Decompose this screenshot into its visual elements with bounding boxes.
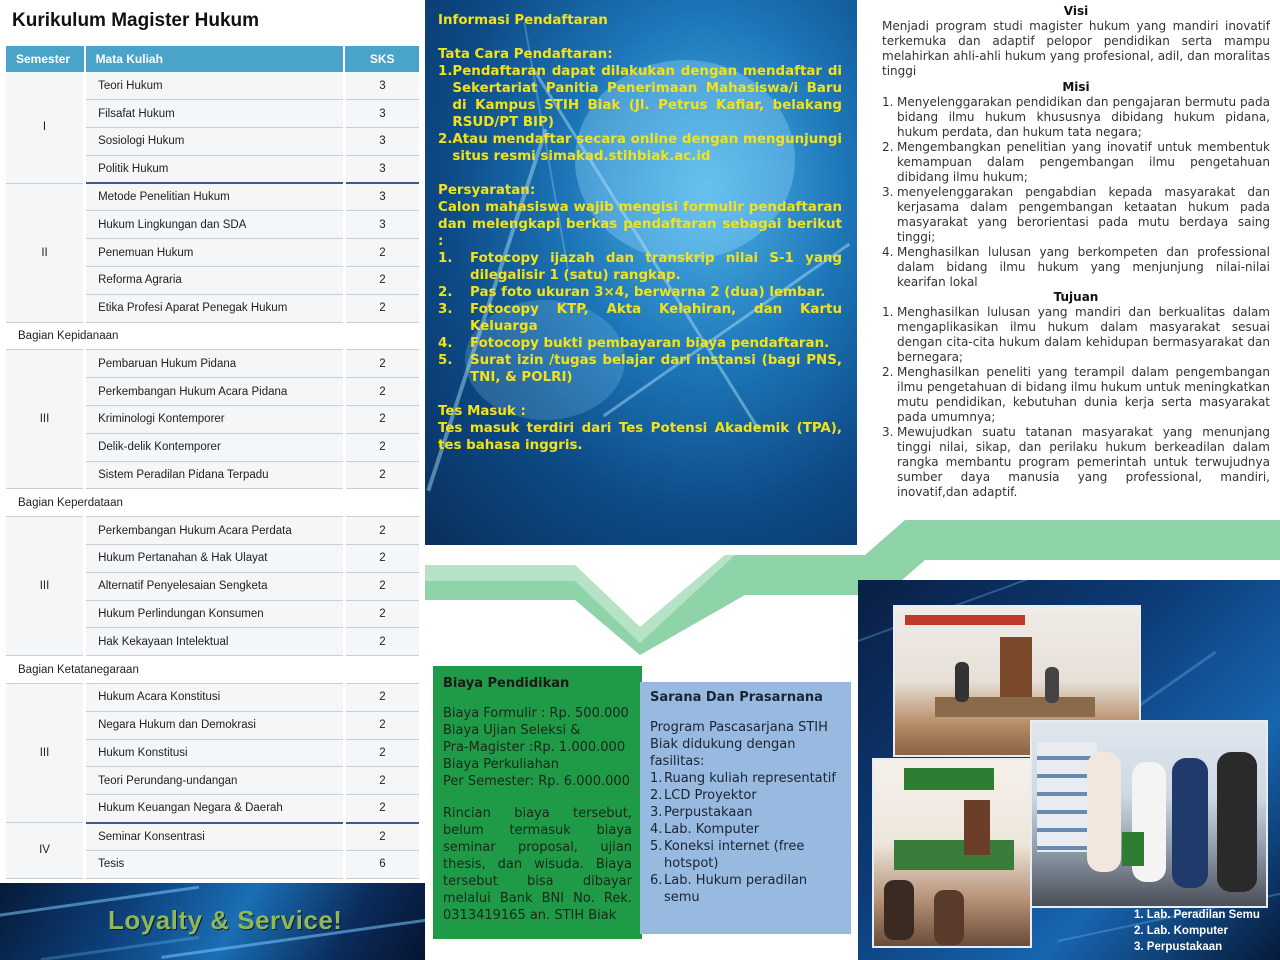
tes-title: Tes Masuk : bbox=[438, 404, 526, 419]
course-cell: Hak Kekayaan Intelektual bbox=[85, 628, 345, 656]
sks-cell: 2 bbox=[344, 406, 419, 434]
sarana-intro: Program Pascasarjana STIH Biak didukung dengan fasilitas: bbox=[650, 720, 828, 769]
sks-cell: 2 bbox=[344, 239, 419, 267]
info-title: Informasi Pendaftaran bbox=[438, 13, 608, 28]
list-number: 1. bbox=[882, 95, 894, 109]
list-text: Surat izin /tugas belajar dari instansi (bagi PNS, TNI, & POLRI) bbox=[470, 353, 842, 385]
course-cell: Metode Penelitian Hukum bbox=[85, 183, 345, 211]
table-row bbox=[6, 517, 419, 545]
curriculum-title: Kurikulum Magister Hukum bbox=[12, 10, 260, 31]
sarana-title: Sarana Dan Prasarnana bbox=[650, 690, 823, 705]
course-cell: Hukum Acara Konstitusi bbox=[85, 684, 345, 712]
list-item bbox=[438, 131, 842, 165]
list-text: Mengembangkan penelitian yang inovatif untuk membentuk kemampuan dalam pengembangan ilmu pengetahuan dibidang ilmu hukum; bbox=[897, 140, 1270, 184]
course-cell: Alternatif Penyelesaian Sengketa bbox=[85, 572, 345, 600]
list-text: Fotocopy KTP, Akta Kelahiran, dan Kartu Keluarga bbox=[470, 302, 842, 334]
list-number: 3. bbox=[438, 302, 453, 317]
header-semester: Semester bbox=[6, 46, 85, 72]
semester-cell: III bbox=[6, 517, 85, 656]
persyaratan-list bbox=[438, 250, 842, 386]
list-number: 2. bbox=[650, 788, 663, 803]
course-cell: Perkembangan Hukum Acara Pidana bbox=[85, 378, 345, 406]
person-shape bbox=[934, 890, 964, 945]
semester-cell: I bbox=[6, 72, 85, 183]
section-label: Bagian Ketatanegaraan bbox=[6, 656, 419, 684]
course-cell: Seminar Konsentrasi bbox=[85, 823, 345, 851]
table-row bbox=[6, 684, 419, 712]
photo-caption-list bbox=[1134, 907, 1260, 955]
sks-cell: 3 bbox=[344, 211, 419, 239]
tata-cara-title: Tata Cara Pendaftaran: bbox=[438, 47, 613, 62]
list-text: Pendaftaran dapat dilakukan dengan mendaftar di Sekertariat Panitia Penerimaan Mahasiswa/i Baru di Kampus STIH Biak (Jl. Petrus Kafiar, belakang RSUD/PT BIP) bbox=[452, 64, 842, 130]
sks-cell: 2 bbox=[344, 767, 419, 795]
banner-shape bbox=[904, 768, 994, 790]
list-item bbox=[882, 365, 1270, 425]
course-cell: Kriminologi Kontemporer bbox=[85, 406, 345, 434]
tes-text: Tes masuk terdiri dari Tes Potensi Akademik (TPA), tes bahasa inggris. bbox=[438, 421, 842, 453]
sks-cell: 2 bbox=[344, 545, 419, 573]
section-row bbox=[6, 656, 419, 684]
list-text: Lab. Komputer bbox=[664, 822, 760, 837]
person-shape bbox=[1045, 667, 1059, 703]
list-item bbox=[882, 140, 1270, 185]
table-header-row bbox=[6, 46, 419, 72]
list-number: 2. bbox=[438, 132, 453, 147]
list-item bbox=[650, 872, 841, 906]
caption-item: 1. Lab. Peradilan Semu bbox=[1134, 909, 1260, 921]
table-row bbox=[6, 823, 419, 851]
biaya-line: Biaya Formulir : Rp. 500.000 bbox=[443, 706, 629, 721]
list-number: 6. bbox=[650, 873, 663, 888]
sks-cell: 2 bbox=[344, 600, 419, 628]
person-shape bbox=[955, 662, 969, 702]
list-item bbox=[438, 63, 842, 131]
person-shape bbox=[1217, 752, 1257, 892]
course-cell: Hukum Pertanahan & Hak Ulayat bbox=[85, 545, 345, 573]
misi-list bbox=[882, 95, 1270, 290]
list-item bbox=[882, 425, 1270, 500]
photo-lab-komputer bbox=[872, 758, 1032, 948]
sks-cell: 6 bbox=[344, 850, 419, 878]
list-number: 5. bbox=[438, 353, 453, 368]
semester-cell: II bbox=[6, 183, 85, 322]
sks-cell: 2 bbox=[344, 711, 419, 739]
list-text: Lab. Hukum peradilan semu bbox=[664, 873, 808, 905]
course-cell: Teori Hukum bbox=[85, 72, 345, 100]
course-cell: Negara Hukum dan Demokrasi bbox=[85, 711, 345, 739]
list-item bbox=[438, 335, 842, 352]
list-item bbox=[438, 301, 842, 335]
course-cell: Sistem Peradilan Pidana Terpadu bbox=[85, 461, 345, 489]
visi-misi-panel bbox=[882, 4, 1270, 500]
sarana-box bbox=[640, 682, 851, 934]
sks-cell: 3 bbox=[344, 155, 419, 183]
sks-cell: 3 bbox=[344, 183, 419, 211]
list-item bbox=[650, 787, 841, 804]
list-item bbox=[650, 804, 841, 821]
list-text: Menyelenggarakan pendidikan dan pengajaran bermutu pada bidang ilmu hukum khususnya dibidang hukum pidana, hukum perdata, dan hukum tata negara; bbox=[897, 95, 1270, 139]
person-shape bbox=[884, 880, 914, 940]
curriculum-panel bbox=[0, 0, 425, 960]
course-cell: Tesis bbox=[85, 850, 345, 878]
list-number: 3. bbox=[882, 425, 894, 439]
list-item bbox=[650, 821, 841, 838]
list-text: LCD Proyektor bbox=[664, 788, 757, 803]
list-text: Pas foto ukuran 3×4, berwarna 2 (dua) lembar. bbox=[470, 285, 826, 300]
list-text: Fotocopy ijazah dan transkrip nilai S-1 yang dilegalisir 1 (satu) rangkap. bbox=[470, 251, 842, 283]
course-cell: Teori Perundang-undangan bbox=[85, 767, 345, 795]
sks-cell: 2 bbox=[344, 433, 419, 461]
semester-cell: III bbox=[6, 684, 85, 823]
list-text: Atau mendaftar secara online dengan mengunjungi situs resmi simakad.stihbiak.ac.id bbox=[452, 132, 842, 164]
list-number: 2. bbox=[882, 140, 894, 154]
biaya-line: Biaya Ujian Seleksi & bbox=[443, 723, 581, 738]
sks-cell: 2 bbox=[344, 267, 419, 295]
sks-cell: 2 bbox=[344, 350, 419, 378]
caption-item: 3. Perpustakaan bbox=[1134, 941, 1223, 953]
table-row bbox=[6, 183, 419, 211]
course-cell: Filsafat Hukum bbox=[85, 100, 345, 128]
list-item bbox=[882, 245, 1270, 290]
misi-title: Misi bbox=[1062, 80, 1090, 94]
sks-cell: 2 bbox=[344, 823, 419, 851]
biaya-rincian: Rincian biaya tersebut, belum termasuk biaya seminar proposal, ujian thesis, dan wisuda. Biaya tersebut bisa dibayar melalui Bank BNI No. Rek. 0313419165 an. STIH Biak bbox=[443, 806, 632, 923]
list-number: 3. bbox=[650, 805, 663, 820]
sks-cell: 2 bbox=[344, 795, 419, 823]
sks-cell: 3 bbox=[344, 72, 419, 100]
course-cell: Reforma Agraria bbox=[85, 267, 345, 295]
visi-text: Menjadi program studi magister hukum yang mandiri inovatif terkemuka dan adaptif pelopor pendidikan serta mampu melahirkan ahli-ahli hukum yang profesional, adil, dan moralitas tinggi bbox=[882, 19, 1270, 78]
biaya-title: Biaya Pendidikan bbox=[443, 676, 570, 691]
course-cell: Etika Profesi Aparat Penegak Hukum bbox=[85, 294, 345, 322]
biaya-box bbox=[433, 666, 642, 939]
course-cell: Hukum Keuangan Negara & Daerah bbox=[85, 795, 345, 823]
biaya-line: Per Semester: Rp. 6.000.000 bbox=[443, 774, 630, 789]
course-cell: Penemuan Hukum bbox=[85, 239, 345, 267]
sks-cell: 2 bbox=[344, 517, 419, 545]
biaya-line: Pra-Magister :Rp. 1.000.000 bbox=[443, 740, 626, 755]
list-item bbox=[438, 352, 842, 386]
book-shape bbox=[1122, 832, 1144, 866]
sks-cell: 2 bbox=[344, 684, 419, 712]
door-shape bbox=[1000, 637, 1032, 697]
sks-cell: 2 bbox=[344, 739, 419, 767]
list-item bbox=[650, 770, 841, 787]
list-item bbox=[438, 250, 842, 284]
section-label: Bagian Keperdataan bbox=[6, 489, 419, 517]
list-number: 1. bbox=[438, 251, 453, 266]
door-shape bbox=[964, 800, 990, 855]
sks-cell: 2 bbox=[344, 378, 419, 406]
person-shape bbox=[1172, 758, 1208, 888]
list-number: 2. bbox=[882, 365, 894, 379]
list-text: menyelenggarakan pengabdian kepada masyarakat dan kerjasama dalam pengembangan ketaatan hukum pada masyarakat yang berorientasi pada mutu berdaya saing tinggi; bbox=[897, 185, 1270, 244]
person-shape bbox=[1087, 752, 1121, 872]
registration-info bbox=[438, 12, 842, 454]
course-cell: Delik-delik Kontemporer bbox=[85, 433, 345, 461]
list-item bbox=[650, 838, 841, 872]
list-item bbox=[882, 305, 1270, 365]
list-number: 1. bbox=[438, 64, 453, 79]
table-row bbox=[6, 350, 419, 378]
tujuan-list bbox=[882, 305, 1270, 500]
list-number: 2. bbox=[438, 285, 453, 300]
list-text: Menghasilkan lulusan yang mandiri dan berkualitas dalam mengaplikasikan ilmu hukum dalam masyarakat sesuai dengan cita-cita hukum dalam kehidupan bermasyarakat dan bernegara; bbox=[897, 305, 1270, 364]
course-cell: Hukum Perlindungan Konsumen bbox=[85, 600, 345, 628]
visi-title: Visi bbox=[1063, 4, 1089, 18]
header-sks: SKS bbox=[344, 46, 419, 72]
sks-cell: 2 bbox=[344, 294, 419, 322]
banner-shape bbox=[905, 615, 1025, 625]
list-text: Fotocopy bukti pembayaran biaya pendaftaran. bbox=[470, 336, 830, 351]
list-number: 4. bbox=[882, 245, 894, 259]
biaya-line: Biaya Perkuliahan bbox=[443, 757, 560, 772]
course-cell: Hukum Konstitusi bbox=[85, 739, 345, 767]
course-cell: Sosiologi Hukum bbox=[85, 128, 345, 156]
sks-cell: 2 bbox=[344, 628, 419, 656]
course-cell: Hukum Lingkungan dan SDA bbox=[85, 211, 345, 239]
list-number: 4. bbox=[438, 336, 453, 351]
list-number: 5. bbox=[650, 839, 663, 854]
list-item bbox=[882, 95, 1270, 140]
caption-item: 2. Lab. Komputer bbox=[1134, 925, 1228, 937]
semester-cell: IV bbox=[6, 823, 85, 879]
semester-cell: III bbox=[6, 350, 85, 489]
sarana-list bbox=[650, 770, 841, 906]
list-number: 1. bbox=[650, 771, 663, 786]
sks-cell: 3 bbox=[344, 100, 419, 128]
section-label: Bagian Kepidanaan bbox=[6, 322, 419, 350]
table-row bbox=[6, 72, 419, 100]
tujuan-title: Tujuan bbox=[1053, 290, 1099, 304]
section-row bbox=[6, 489, 419, 517]
sks-cell: 2 bbox=[344, 572, 419, 600]
list-text: Menghasilkan peneliti yang terampil dalam pengembangan ilmu pengetahuan di bidang ilmu hukum untuk meningkatkan mutu pendidikan, kebutuhan dunia kerja serta masyarakat pada umumnya; bbox=[897, 365, 1270, 424]
list-text: Menghasilkan lulusan yang berkompeten dan professional dalam bidang ilmu hukum yang menjunjung nilai-nilai kearifan lokal bbox=[897, 245, 1270, 289]
sks-cell: 3 bbox=[344, 128, 419, 156]
list-text: Perpustakaan bbox=[664, 805, 753, 820]
course-cell: Politik Hukum bbox=[85, 155, 345, 183]
sks-cell: 2 bbox=[344, 461, 419, 489]
course-cell: Perkembangan Hukum Acara Perdata bbox=[85, 517, 345, 545]
list-text: Koneksi internet (free hotspot) bbox=[664, 839, 805, 871]
list-text: Ruang kuliah representatif bbox=[664, 771, 836, 786]
table-shape bbox=[894, 840, 1014, 870]
header-mata-kuliah: Mata Kuliah bbox=[85, 46, 345, 72]
course-cell: Pembaruan Hukum Pidana bbox=[85, 350, 345, 378]
loyalty-banner bbox=[0, 883, 425, 960]
section-row bbox=[6, 322, 419, 350]
photo-perpustakaan bbox=[1030, 720, 1268, 908]
curriculum-table bbox=[6, 46, 419, 879]
list-number: 3. bbox=[882, 185, 894, 199]
list-item bbox=[438, 284, 842, 301]
tata-cara-list bbox=[438, 63, 842, 165]
loyalty-slogan: Loyalty & Service! bbox=[108, 905, 343, 935]
list-number: 4. bbox=[650, 822, 663, 837]
list-text: Mewujudkan suatu tatanan masyarakat yang menunjang tinggi nilai, sikap, dan perilaku hukum berkeadilan dalam rangka membantu program pemerintah untuk terwujudnya sumber daya manusia yang professional, mandiri, inovatif,dan adaptif. bbox=[897, 425, 1270, 499]
list-number: 1. bbox=[882, 305, 894, 319]
list-item bbox=[882, 185, 1270, 245]
persyaratan-intro: Calon mahasiswa wajib mengisi formulir pendaftaran dan melengkapi berkas pendaftaran sebagai berikut : bbox=[438, 200, 842, 249]
persyaratan-title: Persyaratan: bbox=[438, 183, 536, 198]
